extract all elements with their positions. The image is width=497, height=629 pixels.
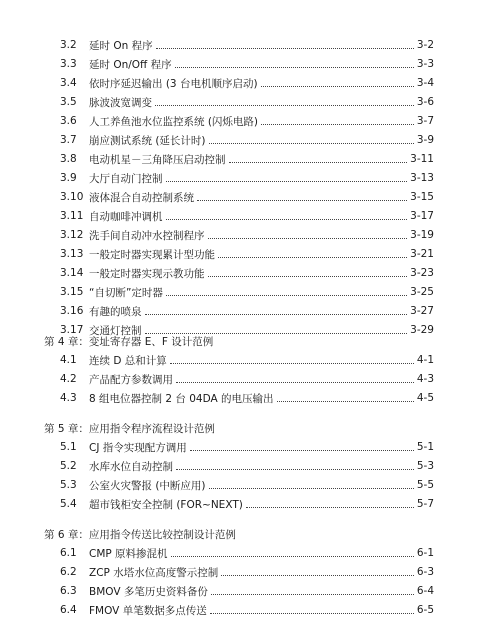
toc-entry[interactable] [60, 35, 434, 55]
section-title: 延时 On 程序 [89, 39, 153, 52]
section-title: 大厅自动门控制 [89, 172, 163, 185]
toc-entry[interactable] [60, 149, 434, 169]
section-number: 3.16 [60, 305, 84, 317]
section-title: “自切断”定时器 [89, 286, 163, 299]
page-number: 3-17 [410, 210, 434, 222]
section-number: 3.17 [60, 324, 84, 336]
section-number: 3.5 [60, 96, 77, 108]
dot-leader [218, 257, 407, 258]
page-number: 3-19 [410, 229, 434, 241]
dot-leader [221, 575, 414, 576]
section-title: 延时 On/Off 程序 [89, 58, 172, 71]
dot-leader [145, 314, 408, 315]
section-number: 4.3 [60, 392, 77, 404]
page-number: 5-5 [416, 479, 434, 491]
section-title: 液体混合自动控制系统 [89, 191, 194, 204]
page-number: 3-29 [410, 324, 434, 336]
section-title: 脉波波宽调变 [89, 96, 152, 109]
page-number: 3-2 [416, 39, 434, 51]
page-number: 3-11 [410, 153, 434, 165]
section-number: 3.2 [60, 39, 77, 51]
toc-entry[interactable] [60, 581, 434, 601]
page-number: 3-13 [410, 172, 434, 184]
section-title: 一般定时器实现累计型功能 [89, 248, 215, 261]
dot-leader [166, 181, 408, 182]
section-title: 依时序延迟输出 (3 台电机顺序启动) [89, 77, 258, 90]
section-title: 公室火灾警报 (中断应用) [89, 479, 206, 492]
page-number: 3-25 [410, 286, 434, 298]
section-title: 有趣的喷泉 [89, 305, 142, 318]
section-title: 一般定时器实现示教功能 [89, 267, 205, 280]
section-number: 5.4 [60, 498, 77, 510]
toc-entry[interactable] [60, 456, 434, 476]
section-title: 8 组电位器控制 2 台 04DA 的电压输出 [89, 392, 274, 405]
dot-leader [170, 363, 414, 364]
page-number: 3-4 [416, 77, 434, 89]
toc-entry[interactable] [60, 494, 434, 514]
dot-leader [261, 124, 414, 125]
section-title: 交通灯控制 [89, 324, 142, 337]
toc-entry[interactable] [60, 350, 434, 370]
dot-leader [277, 401, 414, 402]
dot-leader [210, 613, 414, 614]
section-number: 4.2 [60, 373, 77, 385]
section-title: FMOV 单笔数据多点传送 [89, 604, 207, 617]
page-number: 6-3 [416, 566, 434, 578]
chapter-heading[interactable]: 第 5 章：应用指令程序流程设计范例 [44, 422, 215, 435]
section-number: 3.12 [60, 229, 84, 241]
section-number: 3.6 [60, 115, 77, 127]
page-number: 3-7 [416, 115, 434, 127]
section-title: 水库水位自动控制 [89, 460, 173, 473]
toc-entry[interactable] [60, 225, 434, 245]
page-number: 4-1 [416, 354, 434, 366]
page-number: 3-9 [416, 134, 434, 146]
toc-entry[interactable] [60, 388, 434, 408]
section-number: 3.8 [60, 153, 77, 165]
dot-leader [197, 200, 407, 201]
section-number: 3.13 [60, 248, 84, 260]
page-number: 3-6 [416, 96, 434, 108]
section-number: 3.15 [60, 286, 84, 298]
dot-leader [209, 488, 414, 489]
section-number: 6.2 [60, 566, 77, 578]
section-number: 3.7 [60, 134, 77, 146]
toc-entry[interactable] [60, 187, 434, 207]
section-title: 人工养鱼池水位监控系统 (闪烁电路) [89, 115, 259, 128]
toc-entry[interactable] [60, 168, 434, 188]
section-title: ZCP 水塔水位高度警示控制 [89, 566, 219, 579]
page-number: 3-3 [416, 58, 434, 70]
section-title: 超市钱柜安全控制 (FOR~NEXT) [89, 498, 243, 511]
dot-leader [261, 86, 414, 87]
toc-entry[interactable] [60, 543, 434, 563]
section-title: 电动机星－三角降压启动控制 [89, 153, 226, 166]
section-number: 3.10 [60, 191, 84, 203]
toc-entry[interactable] [60, 263, 434, 283]
page-number: 6-5 [416, 604, 434, 616]
page-number: 5-3 [416, 460, 434, 472]
section-number: 5.2 [60, 460, 77, 472]
dot-leader [229, 162, 408, 163]
toc-entry[interactable] [60, 437, 434, 457]
dot-leader [156, 48, 414, 49]
page-number: 3-21 [410, 248, 434, 260]
section-number: 6.4 [60, 604, 77, 616]
page-number: 3-27 [410, 305, 434, 317]
section-title: 崩应测试系统 (延长计时) [89, 134, 206, 147]
toc-entry[interactable] [60, 92, 434, 112]
toc-entry[interactable] [60, 600, 434, 620]
toc-entry[interactable] [60, 282, 434, 302]
dot-leader [176, 469, 414, 470]
section-number: 5.1 [60, 441, 77, 453]
section-number: 3.11 [60, 210, 84, 222]
toc-entry[interactable] [60, 369, 434, 389]
page-number: 6-4 [416, 585, 434, 597]
page-number: 3-23 [410, 267, 434, 279]
section-number: 6.1 [60, 547, 77, 559]
toc-entry[interactable] [60, 475, 434, 495]
dot-leader [190, 450, 414, 451]
section-number: 6.3 [60, 585, 77, 597]
section-title: 连续 D 总和计算 [89, 354, 167, 367]
chapter-heading[interactable]: 第 4 章：变址寄存器 E、F 设计范例 [44, 335, 214, 348]
section-number: 5.3 [60, 479, 77, 491]
dot-leader [211, 594, 414, 595]
page-number: 4-3 [416, 373, 434, 385]
page-number: 6-1 [416, 547, 434, 559]
dot-leader [171, 556, 414, 557]
toc-entry[interactable] [60, 301, 434, 321]
dot-leader [175, 67, 414, 68]
chapter-heading[interactable]: 第 6 章：应用指令传送比较控制设计范例 [44, 528, 236, 541]
page-number: 5-1 [416, 441, 434, 453]
dot-leader [155, 105, 414, 106]
dot-leader [166, 295, 407, 296]
dot-leader [246, 507, 414, 508]
toc-entry[interactable] [60, 244, 434, 264]
toc-entry[interactable] [60, 54, 434, 74]
toc-entry[interactable] [60, 562, 434, 582]
section-title: 洗手间自动冲水控制程序 [89, 229, 205, 242]
page-number: 4-5 [416, 392, 434, 404]
dot-leader [176, 382, 414, 383]
dot-leader [208, 238, 408, 239]
dot-leader [166, 219, 408, 220]
toc-entry[interactable] [60, 130, 434, 150]
section-title: CJ 指令实现配方调用 [89, 441, 187, 454]
dot-leader [208, 276, 408, 277]
toc-entry[interactable] [60, 206, 434, 226]
toc-entry[interactable] [60, 111, 434, 131]
page-number: 3-15 [410, 191, 434, 203]
section-number: 4.1 [60, 354, 77, 366]
section-number: 3.9 [60, 172, 77, 184]
section-title: 自动咖啡冲调机 [89, 210, 163, 223]
section-number: 3.3 [60, 58, 77, 70]
section-title: BMOV 多笔历史资料备份 [89, 585, 208, 598]
dot-leader [209, 143, 414, 144]
section-number: 3.14 [60, 267, 84, 279]
section-title: CMP 原料掺混机 [89, 547, 168, 560]
toc-entry[interactable] [60, 73, 434, 93]
page-number: 5-7 [416, 498, 434, 510]
section-title: 产品配方参数调用 [89, 373, 173, 386]
section-number: 3.4 [60, 77, 77, 89]
